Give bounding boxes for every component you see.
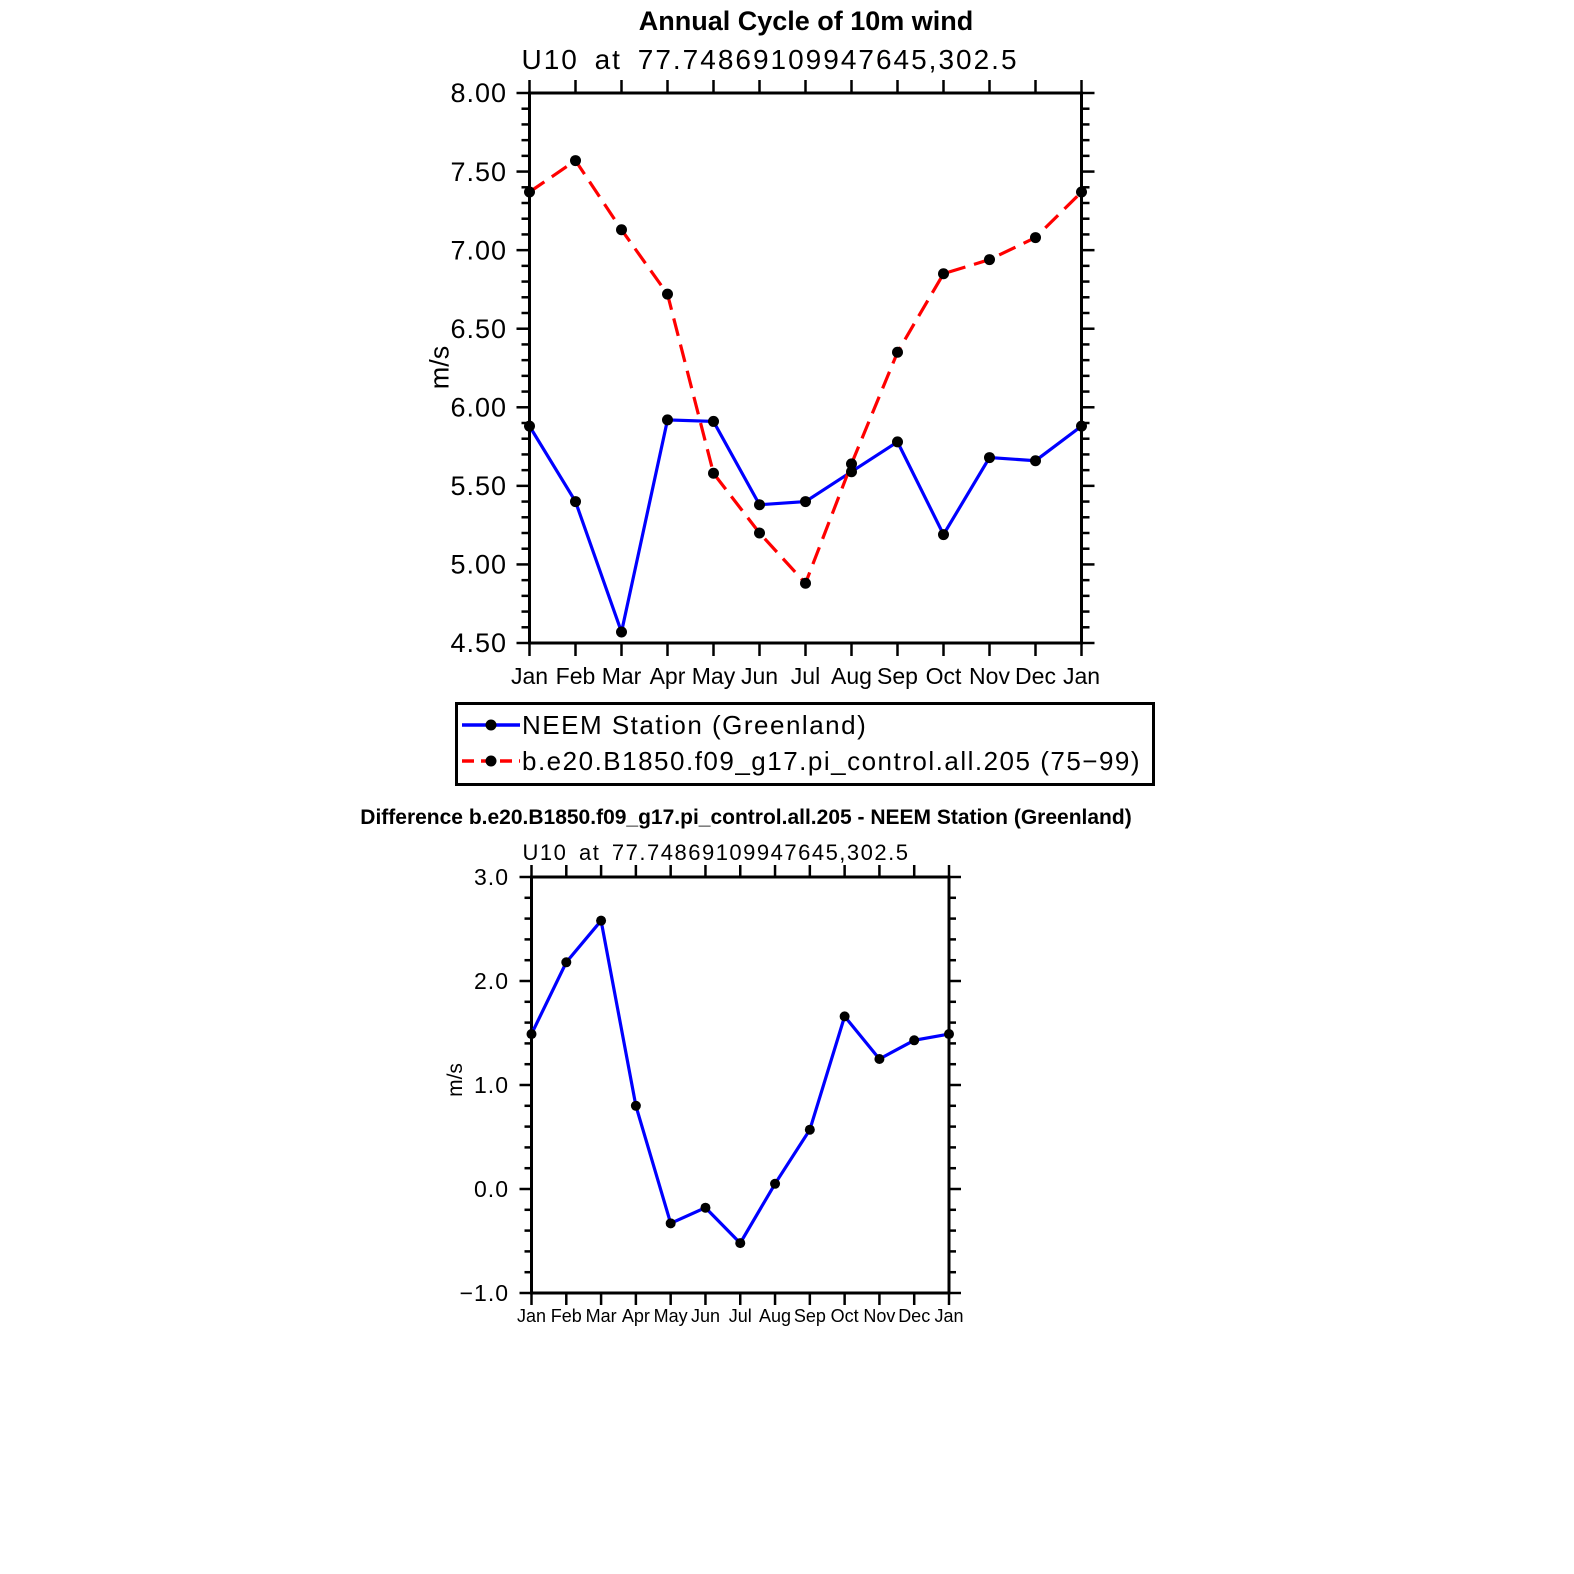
x-axis-month-label: Jun — [690, 1306, 720, 1326]
y-axis-tick-label: 2.0 — [474, 967, 509, 994]
data-point-neem-station-greenland-jun-5 — [754, 499, 765, 510]
legend-marker-dot — [486, 720, 497, 731]
bottom-chart-title: Difference b.e20.B1850.f09_g17.pi_control.all.205 - NEEM Station (Greenland) — [360, 806, 1132, 829]
x-axis-month-label: Aug — [759, 1306, 792, 1326]
plot-frame — [530, 93, 1082, 643]
x-axis-month-label: Nov — [863, 1306, 896, 1326]
data-point-difference-model-neem-mar-2 — [596, 916, 606, 926]
chart-legend — [455, 702, 1155, 786]
series-line-b-e20-b1850-f09-g17-pi-control-all-205-75-99 — [530, 161, 1082, 584]
x-axis-month-label: Apr — [649, 663, 686, 689]
data-point-b-e20-b1850-f09-g17-pi-control-all-205-75-99-jul-6 — [800, 578, 811, 589]
x-axis-month-label: Mar — [585, 1306, 617, 1326]
data-point-difference-model-neem-may-4 — [666, 1218, 676, 1228]
bottom-chart-y-axis-label: m/s — [444, 1063, 467, 1097]
data-point-difference-model-neem-jan-12 — [944, 1029, 954, 1039]
legend-label-model-run: b.e20.B1850.f09_g17.pi_control.all.205 (75−99) — [522, 745, 1142, 776]
data-point-difference-model-neem-nov-10 — [874, 1054, 884, 1064]
x-axis-month-label: Apr — [621, 1306, 650, 1326]
data-point-neem-station-greenland-jan-0 — [524, 421, 535, 432]
y-axis-tick-label: 6.00 — [450, 392, 507, 423]
y-axis-tick-label: 5.00 — [450, 549, 507, 580]
data-point-b-e20-b1850-f09-g17-pi-control-all-205-75-99-mar-2 — [616, 224, 627, 235]
data-point-difference-model-neem-dec-11 — [909, 1035, 919, 1045]
data-point-difference-model-neem-feb-1 — [561, 957, 571, 967]
x-axis-month-label: Dec — [1015, 663, 1056, 689]
legend-marker-dot — [486, 756, 497, 767]
series-line-neem-station-greenland — [530, 420, 1082, 632]
x-axis-month-label: May — [653, 1306, 688, 1326]
y-axis-tick-label: 1.0 — [474, 1071, 509, 1098]
top-chart-title: Annual Cycle of 10m wind — [638, 6, 974, 36]
top-chart-y-axis-label: m/s — [424, 345, 455, 390]
y-axis-tick-label: 7.50 — [450, 156, 507, 187]
y-axis-tick-label: 5.50 — [450, 471, 507, 502]
y-axis-tick-label: 3.0 — [474, 863, 509, 890]
x-axis-month-label: Oct — [830, 1306, 859, 1326]
legend-item-model-run — [460, 743, 1152, 779]
top-chart-subtitle: U10 at 77.74869109947645,302.5 — [521, 44, 1019, 75]
data-point-neem-station-greenland-nov-10 — [984, 452, 995, 463]
x-axis-month-label: Feb — [555, 663, 596, 689]
data-point-b-e20-b1850-f09-g17-pi-control-all-205-75-99-aug-7 — [846, 458, 857, 469]
x-axis-month-label: Jan — [516, 1306, 547, 1326]
x-axis-month-label: Aug — [831, 663, 872, 689]
data-point-b-e20-b1850-f09-g17-pi-control-all-205-75-99-oct-9 — [938, 268, 949, 279]
y-axis-tick-label: 7.00 — [450, 235, 507, 266]
y-axis-tick-label: −1.0 — [459, 1279, 509, 1306]
bottom-chart-plot-area — [0, 860, 1574, 1360]
legend-blue-line-sample — [460, 710, 522, 740]
bottom-chart-subtitle: U10 at 77.74869109947645,302.5 — [522, 840, 910, 865]
data-point-neem-station-greenland-jul-6 — [800, 496, 811, 507]
x-axis-month-label: Jul — [728, 1306, 752, 1326]
x-axis-month-label: Sep — [877, 663, 918, 689]
data-point-neem-station-greenland-apr-3 — [662, 414, 673, 425]
data-point-difference-model-neem-jan-0 — [527, 1029, 537, 1039]
data-point-neem-station-greenland-sep-8 — [892, 436, 903, 447]
data-point-b-e20-b1850-f09-g17-pi-control-all-205-75-99-apr-3 — [662, 289, 673, 300]
x-axis-month-label: Oct — [925, 663, 962, 689]
x-axis-month-label: Jul — [790, 663, 821, 689]
y-axis-tick-label: 6.50 — [450, 313, 507, 344]
y-axis-tick-label: 4.50 — [450, 628, 507, 659]
x-axis-month-label: Jun — [740, 663, 779, 689]
data-point-difference-model-neem-jun-5 — [700, 1203, 710, 1213]
x-axis-month-label: Sep — [793, 1306, 826, 1326]
data-point-neem-station-greenland-feb-1 — [570, 496, 581, 507]
plot-frame — [532, 877, 950, 1293]
legend-red-dashed-line-sample — [460, 746, 522, 776]
data-point-neem-station-greenland-oct-9 — [938, 529, 949, 540]
data-point-b-e20-b1850-f09-g17-pi-control-all-205-75-99-jun-5 — [754, 528, 765, 539]
data-point-b-e20-b1850-f09-g17-pi-control-all-205-75-99-nov-10 — [984, 254, 995, 265]
x-axis-month-label: Jan — [934, 1306, 964, 1326]
x-axis-month-label: Mar — [601, 663, 642, 689]
data-point-difference-model-neem-aug-7 — [770, 1179, 780, 1189]
y-axis-tick-label: 8.00 — [450, 78, 507, 109]
y-axis-tick-label: 0.0 — [474, 1175, 509, 1202]
data-point-neem-station-greenland-mar-2 — [616, 627, 627, 638]
data-point-neem-station-greenland-jan-12 — [1076, 421, 1087, 432]
legend-label-neem-station: NEEM Station (Greenland) — [522, 709, 868, 740]
x-axis-month-label: Jan — [1062, 663, 1101, 689]
data-point-difference-model-neem-jul-6 — [735, 1238, 745, 1248]
data-point-difference-model-neem-sep-8 — [805, 1125, 815, 1135]
x-axis-month-label: May — [691, 663, 736, 689]
data-point-neem-station-greenland-dec-11 — [1030, 455, 1041, 466]
data-point-b-e20-b1850-f09-g17-pi-control-all-205-75-99-jan-0 — [524, 187, 535, 198]
x-axis-month-label: Jan — [510, 663, 549, 689]
top-chart-plot-area — [0, 0, 1574, 770]
x-axis-month-label: Nov — [969, 663, 1010, 689]
x-axis-month-label: Dec — [898, 1306, 931, 1326]
data-point-b-e20-b1850-f09-g17-pi-control-all-205-75-99-sep-8 — [892, 347, 903, 358]
data-point-b-e20-b1850-f09-g17-pi-control-all-205-75-99-jan-12 — [1076, 187, 1087, 198]
x-axis-month-label: Feb — [550, 1306, 582, 1326]
data-point-neem-station-greenland-may-4 — [708, 416, 719, 427]
series-line-difference-model-neem — [532, 921, 950, 1243]
data-point-b-e20-b1850-f09-g17-pi-control-all-205-75-99-may-4 — [708, 468, 719, 479]
data-point-difference-model-neem-apr-3 — [631, 1101, 641, 1111]
data-point-difference-model-neem-oct-9 — [840, 1011, 850, 1021]
data-point-b-e20-b1850-f09-g17-pi-control-all-205-75-99-feb-1 — [570, 155, 581, 166]
data-point-b-e20-b1850-f09-g17-pi-control-all-205-75-99-dec-11 — [1030, 232, 1041, 243]
legend-item-neem-station — [460, 707, 1152, 743]
